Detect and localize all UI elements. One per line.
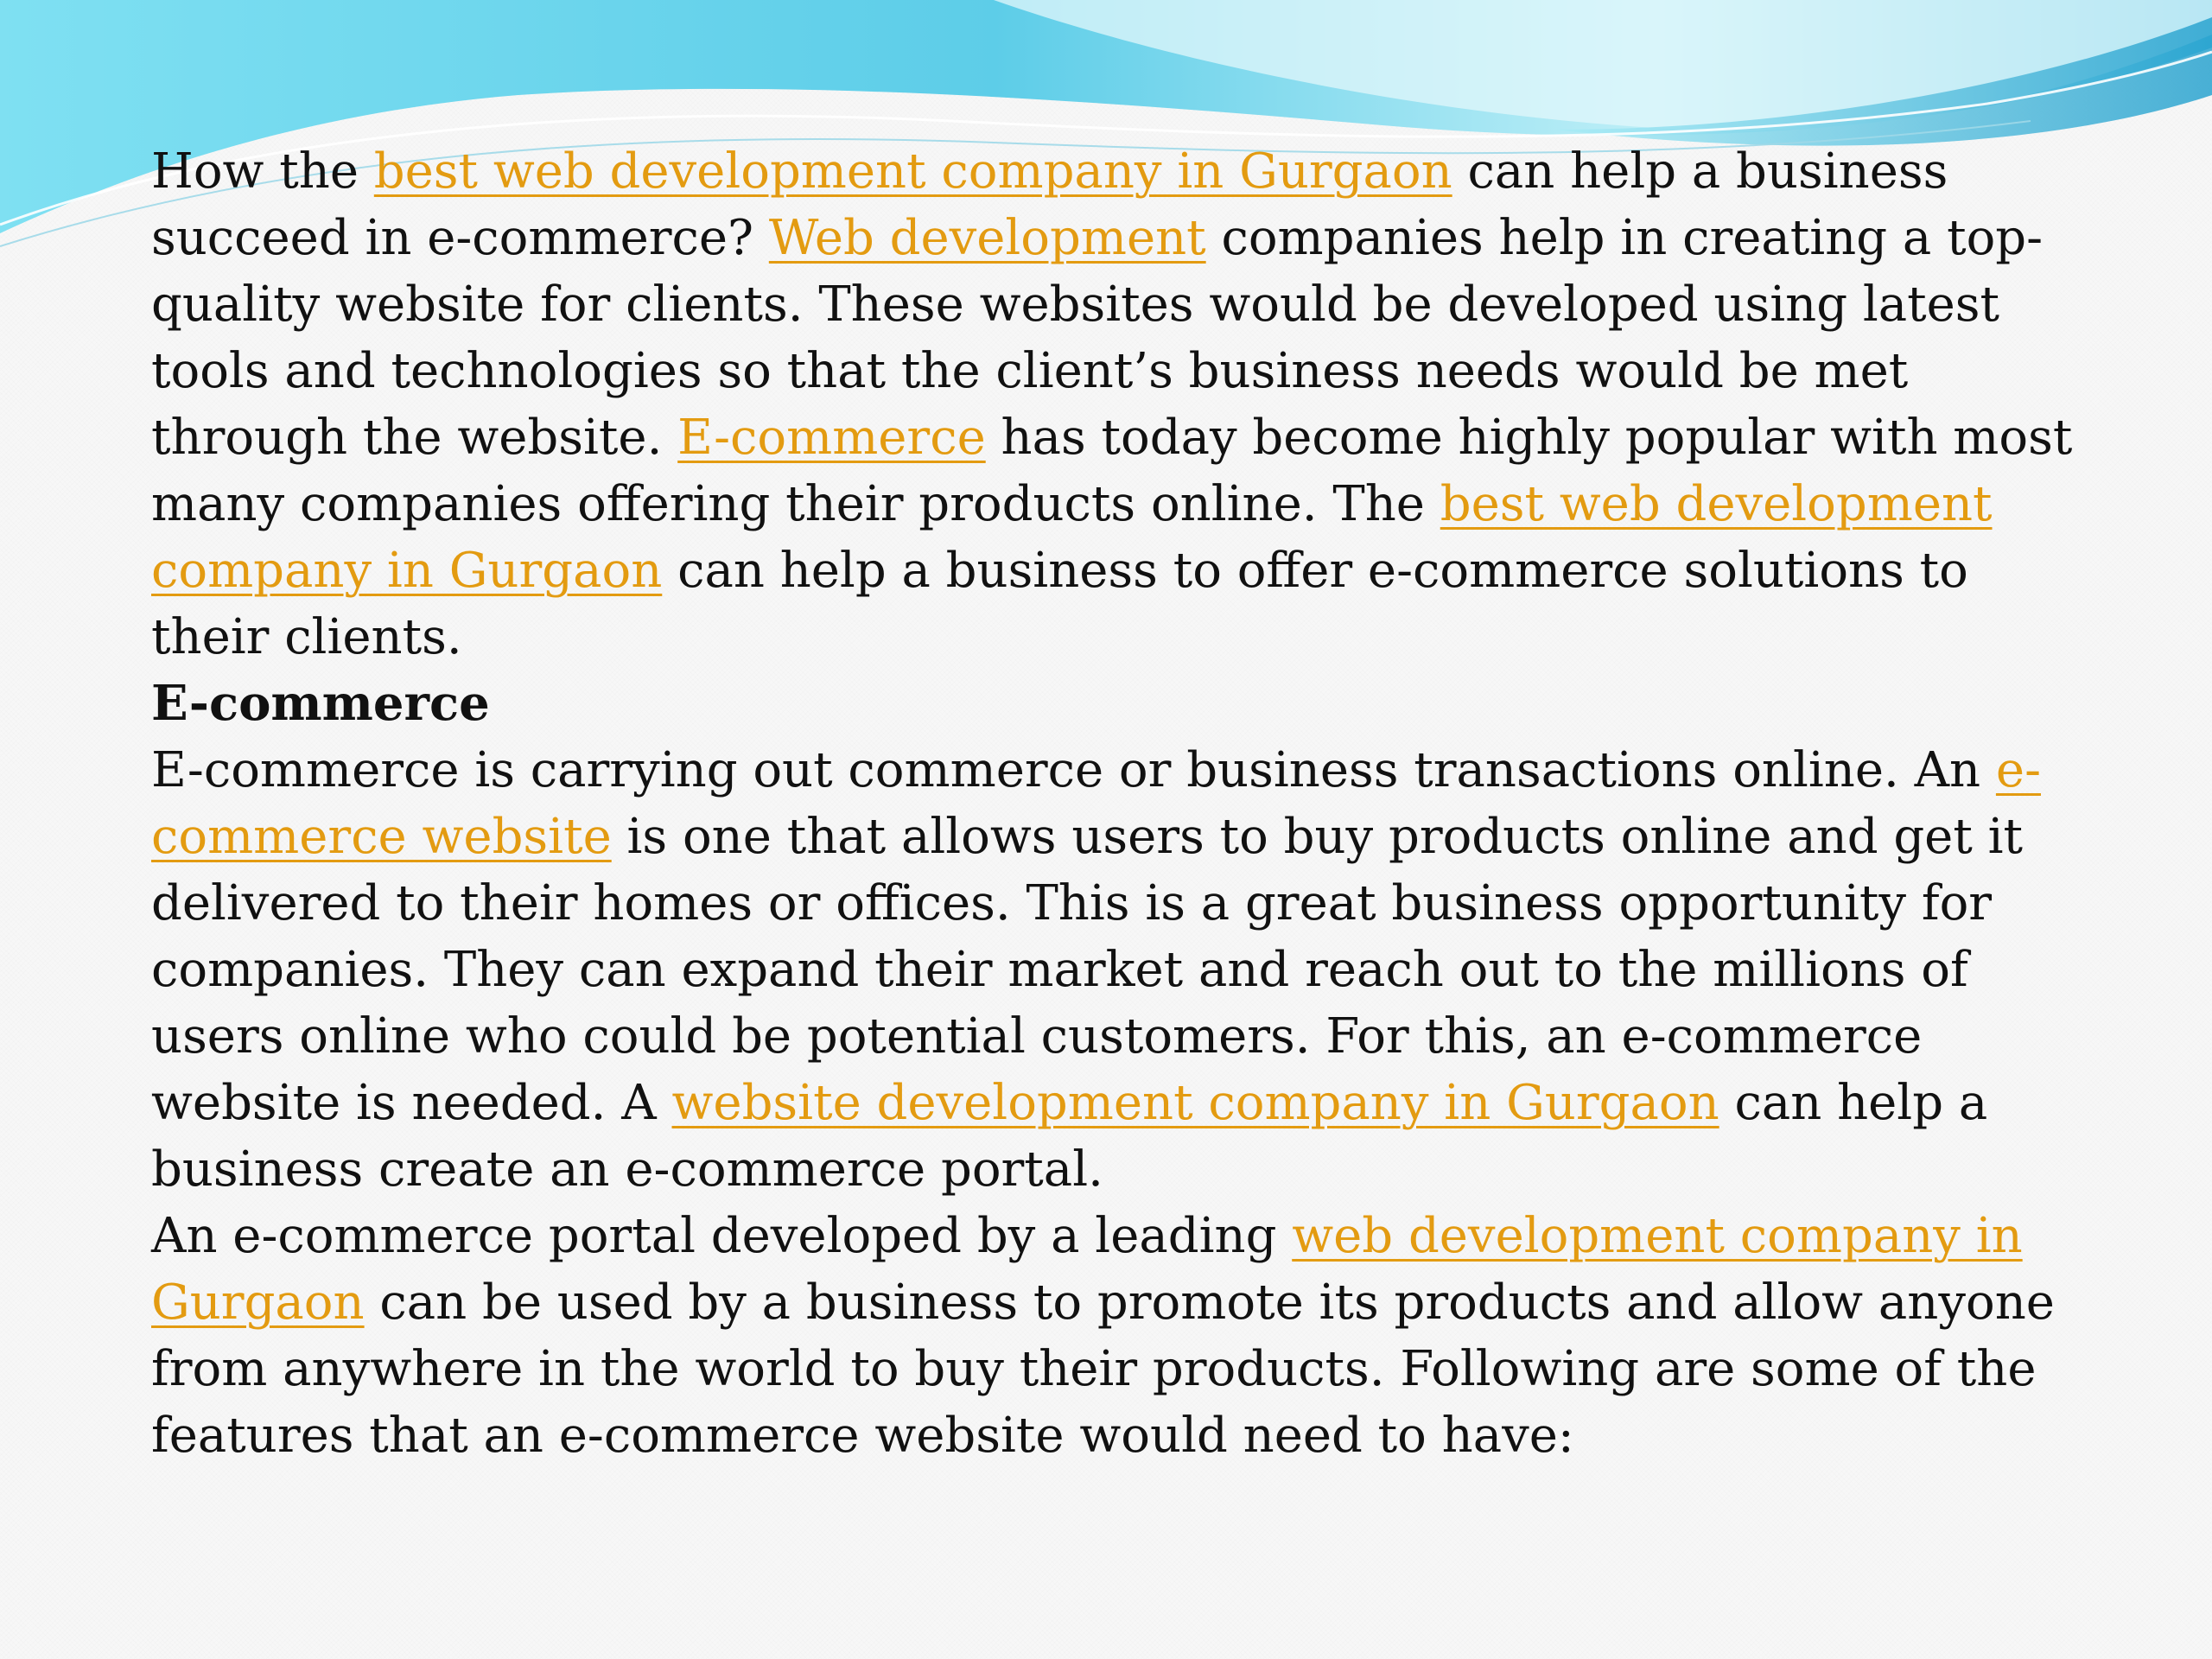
text-segment: can help a business to offer e-commerce solutions to their clients. [151, 543, 1968, 665]
text-segment: can help a business create an e-commerce portal. [151, 1075, 1988, 1198]
link-web-development-company[interactable]: web development company in Gurgaon [151, 1208, 2023, 1331]
link-best-web-development-company-2[interactable]: best web development company in Gurgaon [151, 476, 1993, 599]
text-segment: can help a business succeed in e-commerce? [151, 143, 1948, 266]
section-heading: E-commerce [151, 675, 490, 732]
link-e-commerce[interactable]: E-commerce [677, 410, 986, 466]
ecommerce-paragraph [151, 737, 2078, 1203]
text-segment: is one that allows users to buy products online and get it delivered to their homes or offices. This is a great business opportunity for companies. They can expand their market and reach out to the millions of users online who could be potential customers. For this, an e-commerce website is needed. A [151, 809, 2024, 1131]
text-segment: can be used by a business to promote its products and allow anyone from anywhere in the world to buy their products. Following are some of the features that an e-commerce website would need to have: [151, 1274, 2055, 1464]
link-e-commerce-website[interactable]: e-commerce website [151, 742, 2041, 865]
link-website-development-company[interactable]: website development company in Gurgaon [671, 1075, 1719, 1131]
link-best-web-development-company[interactable]: best web development company in Gurgaon [373, 143, 1452, 200]
intro-paragraph [151, 138, 2078, 671]
portal-paragraph [151, 1203, 2078, 1469]
text-segment: companies help in creating a top-quality website for clients. These websites would be developed using latest tools and technologies so that the client’s business needs would be met through the website. [151, 210, 2044, 466]
text-segment: How the [151, 143, 374, 200]
text-segment: has today become highly popular with most many companies offering their products online. The [151, 410, 2073, 532]
text-segment: An e-commerce portal developed by a leading [151, 1208, 1293, 1264]
text-segment: E-commerce is carrying out commerce or business transactions online. An [151, 742, 1996, 798]
link-web-development[interactable]: Web development [768, 210, 1206, 266]
slide-content [151, 138, 2078, 1469]
